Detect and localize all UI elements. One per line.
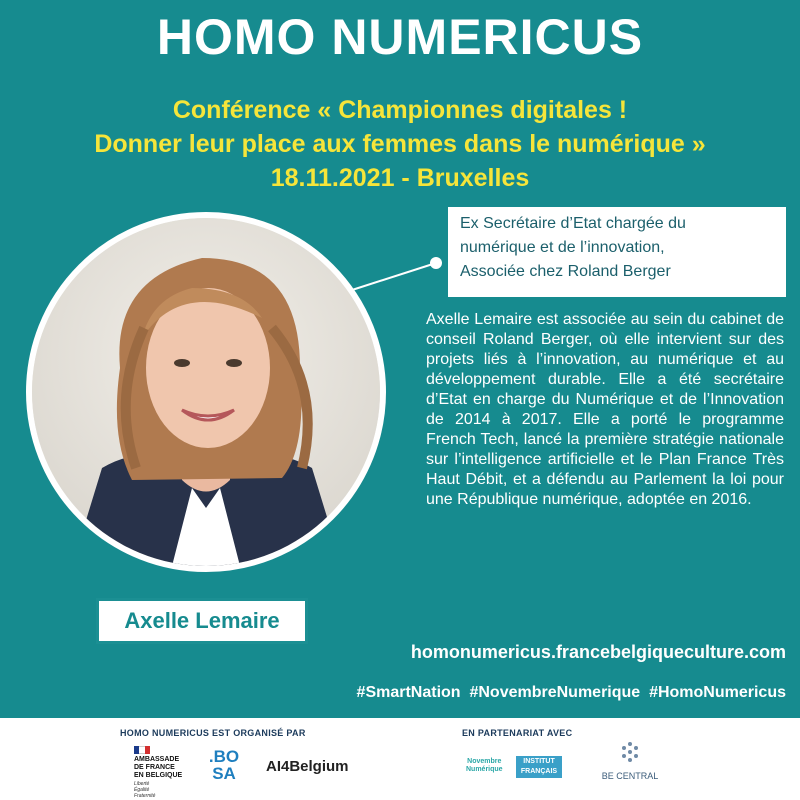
ai4belgium-logo: AI4Belgium [266,758,349,775]
speaker-role-box [448,207,786,297]
ambassade-line: AMBASSADE [134,756,180,763]
speaker-role-line: Ex Secrétaire d’Etat chargée du [460,215,686,232]
novembre-line: Numérique [466,766,503,773]
institut-line: FRANÇAIS [520,768,558,775]
bosa-logo-bottom: SA [212,764,236,783]
be-central-text: BE CENTRAL [601,771,659,781]
bosa-logo-top: .BO [208,747,240,766]
conference-title-line1: Conférence « Championnes digitales ! [172,96,628,124]
ambassade-motto: Égalité [134,787,150,793]
website-link[interactable]: homonumericus.francebelgiqueculture.com [410,642,786,662]
footer-partners [0,718,800,800]
hashtags: #SmartNation #NovembreNumerique #HomoNumericus [356,684,786,701]
organized-by-label: HOMO NUMERICUS EST ORGANISÉ PAR [120,728,306,738]
novembre-numerique-logo [466,758,503,774]
bosa-logo [204,748,244,782]
event-title: HOMO NUMERICUS [156,9,644,65]
ambassade-line: DE FRANCE [134,764,175,771]
speaker-portrait [26,212,386,572]
speaker-role-line: numérique et de l’innovation, [460,239,665,256]
speaker-name: Axelle Lemaire [96,598,308,644]
conference-date-location: 18.11.2021 - Bruxelles [270,164,530,192]
speaker-bio: Axelle Lemaire est associée au sein du cabinet de conseil Roland Berger, où elle intervient sur des projets liés à l’innovation, au numérique et au développement durable. Elle a été secrétaire d’Etat en charge du Numérique et de l’Innovation de 2014 à 2017. Elle a porté le programme French Tech, lancé la première stratégie nationale sur l’intelligence artificielle et le Plan France Très Haut Débit, et a défendu au Parlement la loi pour une République numérique, adoptée en 2016. [426,311,784,508]
ambassade-motto: Liberté [134,781,150,787]
institut-line: INSTITUT [523,758,555,765]
french-flag-icon [134,746,150,754]
ambassade-logo [134,746,204,799]
partners-label: EN PARTENARIAT AVEC [462,728,573,738]
institut-francais-logo [516,756,562,778]
speaker-role-line: Associée chez Roland Berger [460,263,671,280]
ambassade-line: EN BELGIQUE [134,772,183,779]
novembre-line: Novembre [467,758,502,765]
ambassade-motto: Fraternité [134,793,156,799]
be-central-emblem-icon [617,740,643,764]
conference-title-line2: Donner leur place aux femmes dans le numérique » [94,130,706,158]
be-central-logo [600,740,660,781]
